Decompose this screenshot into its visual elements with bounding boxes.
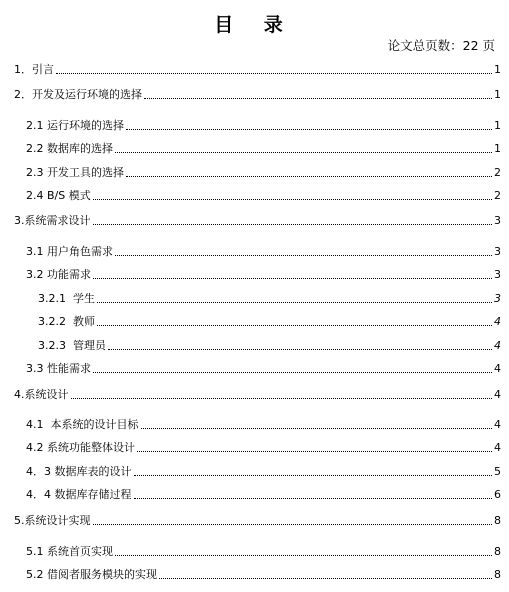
toc-leader: [126, 176, 492, 177]
toc-entry-page: 5: [494, 465, 501, 478]
toc-leader: [144, 98, 492, 99]
toc-entry[interactable]: [14, 214, 501, 228]
toc-leader: [137, 451, 492, 452]
toc-leader: [71, 398, 493, 399]
toc-entry-page: 8: [494, 568, 501, 581]
toc-entry-page: 4: [494, 362, 501, 375]
toc-entry[interactable]: [26, 568, 501, 582]
toc-entry-label: 4.2 系统功能整体设计: [26, 441, 135, 454]
toc-entry-page: 3: [494, 268, 501, 281]
toc-entry-label: 1．引言: [14, 63, 54, 76]
toc-leader: [97, 325, 492, 326]
toc-entry-label: 4.1 本系统的设计目标: [26, 418, 139, 431]
toc-entry[interactable]: [14, 388, 501, 402]
toc-leader: [97, 302, 492, 303]
toc-leader: [93, 278, 492, 279]
toc-entry-page: 2: [494, 166, 501, 179]
toc-entry[interactable]: [14, 63, 501, 77]
toc-entry-label: 3.3 性能需求: [26, 362, 91, 375]
toc-entry-label: 3.1 用户角色需求: [26, 245, 113, 258]
toc-entry-page: 4: [494, 339, 501, 352]
toc-leader: [134, 475, 493, 476]
toc-entry[interactable]: [26, 119, 501, 133]
toc-entry-page: 1: [494, 88, 501, 101]
toc-entry[interactable]: [26, 362, 501, 376]
toc-entry-label: 3.2 功能需求: [26, 268, 91, 281]
toc-entry-page: 4: [494, 388, 501, 401]
toc-leader: [141, 428, 493, 429]
toc-entry-page: 2: [494, 189, 501, 202]
toc-entry-label: 4．3 数据库表的设计: [26, 465, 132, 478]
toc-leader: [134, 498, 493, 499]
toc-entry-page: 4: [494, 315, 501, 328]
toc-entry-label: 5.2 借阅者服务模块的实现: [26, 568, 157, 581]
toc-entry-label: 5.1 系统首页实现: [26, 545, 113, 558]
toc-entry[interactable]: [26, 418, 501, 432]
toc-entry-page: 4: [494, 418, 501, 431]
toc-entry[interactable]: [38, 315, 501, 329]
toc-entry[interactable]: [26, 166, 501, 180]
toc-entry[interactable]: [26, 268, 501, 282]
toc-leader: [93, 224, 493, 225]
toc-entry[interactable]: [26, 142, 501, 156]
toc-entry[interactable]: [14, 88, 501, 102]
toc-entry-page: 3: [494, 245, 501, 258]
toc-entry-page: 1: [494, 63, 501, 76]
toc-entry-label: 2.3 开发工具的选择: [26, 166, 124, 179]
toc-entry[interactable]: [26, 245, 501, 259]
toc-entry-label: 2.4 B/S 模式: [26, 189, 91, 202]
toc-entry-label: 5.系统设计实现: [14, 514, 91, 527]
toc-entry-page: 3: [494, 214, 501, 227]
toc-entry[interactable]: [26, 545, 501, 559]
toc-entry-page: 8: [494, 545, 501, 558]
toc-entry[interactable]: [14, 514, 501, 528]
toc-entry-label: 3.2.1 学生: [38, 292, 95, 305]
toc-leader: [126, 129, 492, 130]
toc-entry-label: 2.2 数据库的选择: [26, 142, 113, 155]
toc-entry[interactable]: [26, 465, 501, 479]
total-pages-note: 论文总页数：22 页: [387, 38, 495, 53]
toc-entry-page: 1: [494, 142, 501, 155]
toc-leader: [93, 372, 492, 373]
toc-entry[interactable]: [26, 441, 501, 455]
toc-entry-label: 4．4 数据库存储过程: [26, 488, 132, 501]
toc-leader: [93, 199, 492, 200]
toc-entry-page: 8: [494, 514, 501, 527]
toc-entry-label: 4.系统设计: [14, 388, 69, 401]
toc-entry[interactable]: [26, 189, 501, 203]
toc-title: 目 录: [214, 14, 295, 36]
toc-entry-page: 4: [494, 441, 501, 454]
toc-leader: [108, 349, 492, 350]
toc-entry-page: 1: [494, 119, 501, 132]
toc-leader: [115, 152, 492, 153]
toc-entry-label: 3.系统需求设计: [14, 214, 91, 227]
toc-entry-label: 3.2.2 教师: [38, 315, 95, 328]
toc-entry-page: 3: [494, 292, 501, 305]
toc-leader: [93, 524, 493, 525]
toc-entry[interactable]: [38, 292, 501, 306]
toc-entry[interactable]: [26, 488, 501, 502]
toc-entry-label: 3.2.3 管理员: [38, 339, 106, 352]
toc-entry-page: 6: [494, 488, 501, 501]
toc-entry-label: 2.1 运行环境的选择: [26, 119, 124, 132]
toc-entry[interactable]: [38, 339, 501, 353]
toc-leader: [56, 73, 492, 74]
toc-leader: [115, 255, 492, 256]
toc-leader: [115, 555, 492, 556]
toc-entry-label: 2．开发及运行环境的选择: [14, 88, 142, 101]
toc-leader: [159, 578, 492, 579]
